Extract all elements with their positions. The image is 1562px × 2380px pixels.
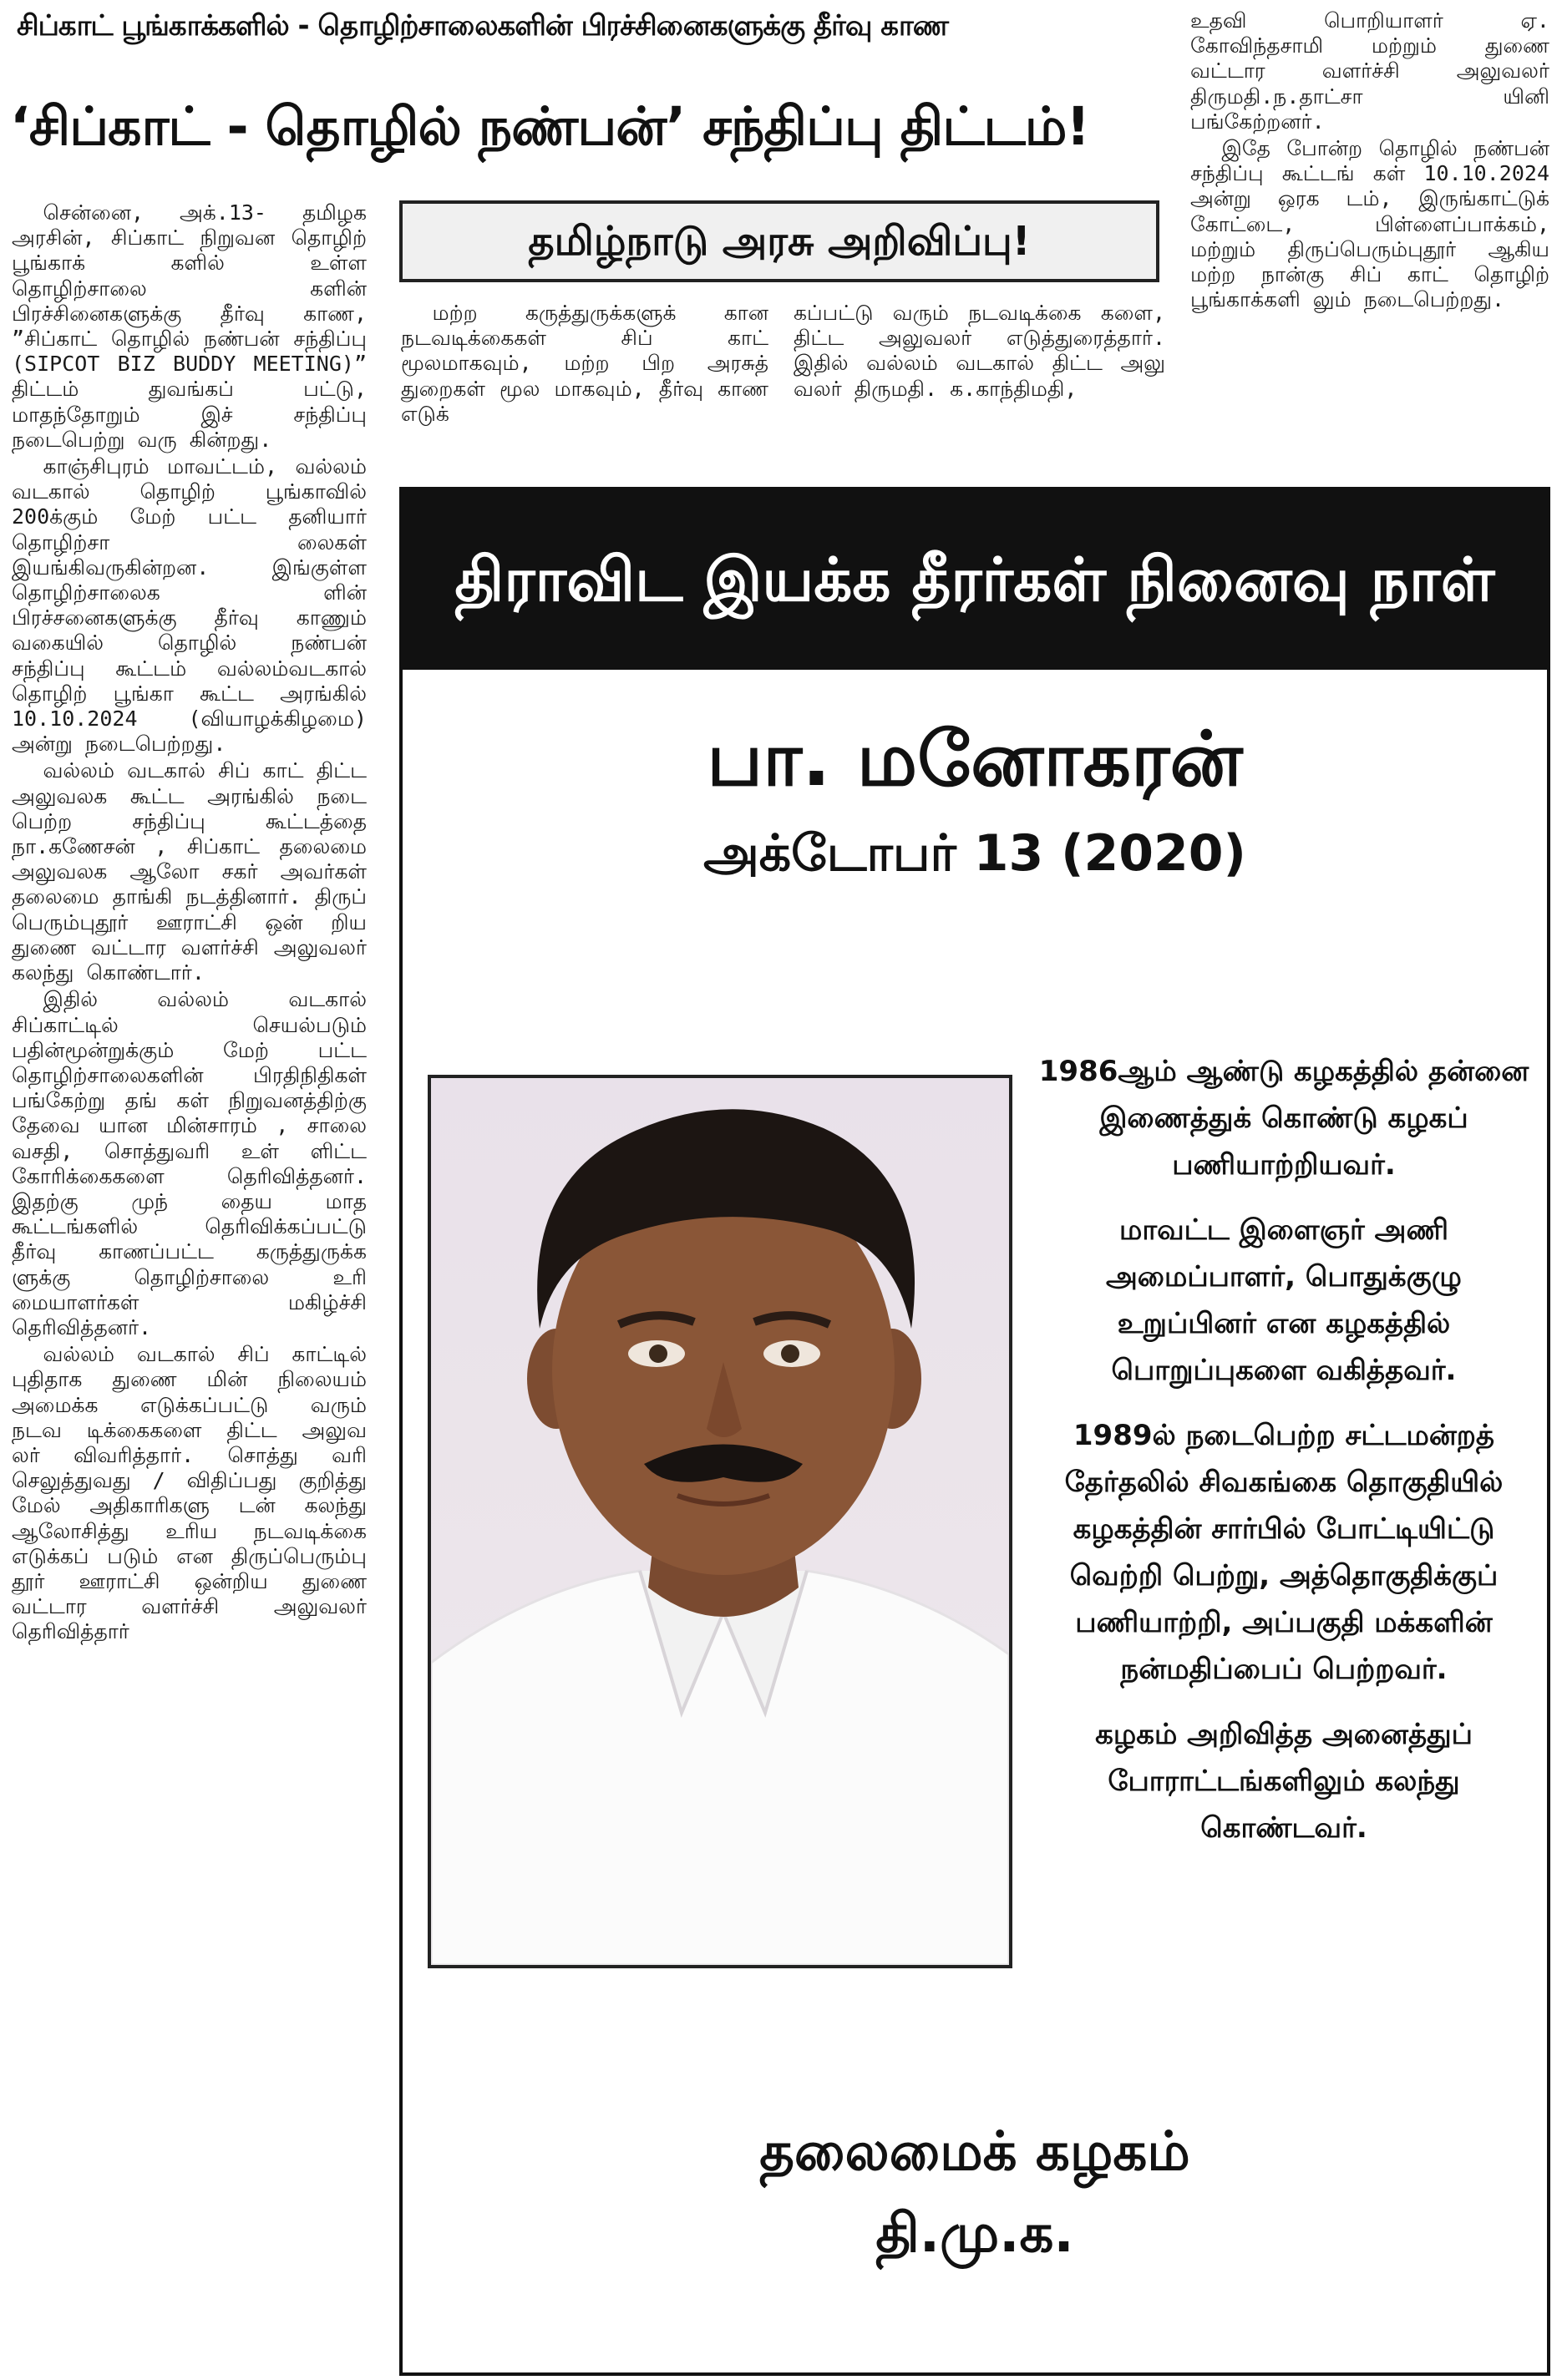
memorial-banner: திராவிட இயக்க தீரர்கள் நினைவு நாள்: [403, 490, 1547, 670]
bio-paragraph: மாவட்ட இளைஞர் அணி அமைப்பாளர், பொதுக்குழு உறுப்பினர் என கழகத்தில் பொறுப்புகளை வகித்தவர்.: [1106, 1213, 1462, 1387]
article-column-middle-2: [794, 301, 1165, 468]
article-column-left: [12, 200, 367, 2372]
memorial-person-name: பா. மனோகரன்: [707, 716, 1243, 803]
portrait-illustration: [431, 1078, 1009, 1965]
article-paragraph: இதில் வல்லம் வடகால் சிப்காட்டில் செயல்படும் பதின்மூன்றுக்கும் மேற் பட்ட தொழிற்சாலைகளின் பிரதிநிதிகள் பங்கேற்று தங் கள் நிறுவனத்திற்கு தேவை யான மின்சாரம் , சாலை வசதி, சொத்துவரி உள் ளிட்ட கோரிக்கைகளை தெரிவித்தனர். இதற்கு முந் தைய மாத கூட்டங்களில் தெரிவிக்கப்பட்டு தீர்வு காணப்பட்ட கருத்துருக்க ளுக்கு தொழிற்சாலை உரி மையாளர்கள் மகிழ்ச்சி தெரிவித்தனர்.: [12, 987, 367, 1339]
article-paragraph: மற்ற கருத்துருக்களுக் கான நடவடிக்கைகள் சிப் காட் மூலமாகவும், மற்ற பிற அரசுத் துறைகள் மூல மாகவும், தீர்வு காண எடுக்: [401, 301, 768, 426]
article-paragraph: கப்பட்டு வரும் நடவடிக்கை களை, திட்ட அலுவலர் எடுத்துரைத்தார். இதில் வல்லம் வடகால் திட்ட அலு வலர் திருமதி. க.காந்திமதி,: [794, 301, 1165, 401]
bio-paragraph: 1989ல் நடைபெற்ற சட்டமன்றத் தேர்தலில் சிவகங்கை தொகுதியில் கழகத்தின் சார்பில் போட்டியிட்டு வெற்றி பெற்று, அத்தொகுதிக்குப் பணியாற்றி, அப்பகுதி மக்களின் நன்மதிப்பைப் பெற்றவர்.: [1064, 1419, 1504, 1686]
article-subhead: தமிழ்நாடு அரசு அறிவிப்பு!: [399, 200, 1159, 282]
bio-paragraph: 1986ஆம் ஆண்டு கழகத்தில் தன்னை இணைத்துக் கொண்டு கழகப் பணியாற்றியவர்.: [1038, 1055, 1529, 1182]
article-paragraph: காஞ்சிபுரம் மாவட்டம், வல்லம் வடகால் தொழிற் பூங்காவில் 200க்கும் மேற் பட்ட தனியார் தொழிற்சா லைகள் இயங்கிவருகின்றன. இங்குள்ள தொழிற்சாலைக ளின் பிரச்சனைகளுக்கு தீர்வு காணும் வகையில் தொழில் நண்பன் சந்திப்பு கூட்டம் வல்லம்வடகால் தொழிற் பூங்கா கூட்ட அரங்கில் 10.10.2024 (வியாழக்கிழமை) அன்று நடைபெற்றது.: [12, 454, 367, 757]
article-paragraph: வல்லம் வடகால் சிப் காட் திட்ட அலுவலக கூட்ட அரங்கில் நடை பெற்ற சந்திப்பு கூட்டத்தை நா.கணேசன் , சிப்காட் தலைமை அலுவலக ஆலோ சகர் அவர்கள் தலைமை தாங்கி நடத்தினார். திருப் பெரும்புதூர் ஊராட்சி ஒன் றிய துணை வட்டார வளர்ச்சி அலுவலர் கலந்து கொண்டார்.: [12, 758, 367, 985]
memorial-date: அக்டோபர் 13 (2020): [703, 824, 1246, 883]
article-paragraph: சென்னை, அக்.13- தமிழக அரசின், சிப்காட் நிறுவன தொழிற் பூங்காக் களில் உள்ள தொழிற்சாலை களின் பிரச்சினைகளுக்கு தீர்வு காண, ”சிப்காட் தொழில் நண்பன் சந்திப்பு (SIPCOT BIZ BUDDY MEETING)” திட்டம் துவங்கப் பட்டு, மாதந்தோறும் இச் சந்திப்பு நடைபெற்று வரு கின்றது.: [12, 200, 367, 452]
article-headline: ‘சிப்காட் - தொழில் நண்பன்’ சந்திப்பு திட்டம்!: [10, 96, 1090, 157]
article-paragraph: உதவி பொறியாளர் ஏ. கோவிந்தசாமி மற்றும் துணை வட்டார வளர்ச்சி அலுவலர் திருமதி.ந.தாட்சா யினி பங்கேற்றனர்.: [1190, 8, 1549, 134]
memorial-portrait-photo: [428, 1075, 1012, 1968]
signoff-organization: தலைமைக் கழகம்: [759, 2121, 1190, 2183]
memorial-biography: [1037, 1048, 1530, 1870]
article-paragraph: வல்லம் வடகால் சிப் காட்டில் புதிதாக துணை மின் நிலையம் அமைக்க எடுக்கப்பட்டு வரும் நடவ டிக்கைகளை திட்ட அலுவ லர் விவரித்தார். சொத்து வரி செலுத்துவது / விதிப்பது குறித்து மேல் அதிகாரிகளு டன் கலந்து ஆலோசித்து உரிய நடவடிக்கை எடுக்கப் படும் என திருப்பெரும்பு தூர் ஊராட்சி ஒன்றிய துணை வட்டார வளர்ச்சி அலுவலர் தெரிவித்தார்: [12, 1342, 367, 1644]
signoff-party: தி.மு.க.: [875, 2203, 1074, 2265]
memorial-notice: [399, 487, 1550, 2376]
article-paragraph: இதே போன்ற தொழில் நண்பன் சந்திப்பு கூட்டங் கள் 10.10.2024 அன்று ஒரக டம், இருங்காட்டுக் கோட்டை, பிள்ளைப்பாக்கம், மற்றும் திருப்பெரும்புதூர் ஆகிய மற்ற நான்கு சிப் காட் தொழிற் பூங்காக்களி லும் நடைபெற்றது.: [1190, 136, 1549, 312]
article-column-right: [1190, 8, 1549, 468]
article-kicker: சிப்காட் பூங்காக்களில் - தொழிற்சாலைகளின் பிரச்சினைகளுக்கு தீர்வு காண: [17, 9, 949, 43]
article-column-middle-1: [401, 301, 768, 468]
bio-paragraph: கழகம் அறிவித்த அனைத்துப் போராட்டங்களிலும் கலந்து கொண்டவர்.: [1095, 1718, 1473, 1845]
